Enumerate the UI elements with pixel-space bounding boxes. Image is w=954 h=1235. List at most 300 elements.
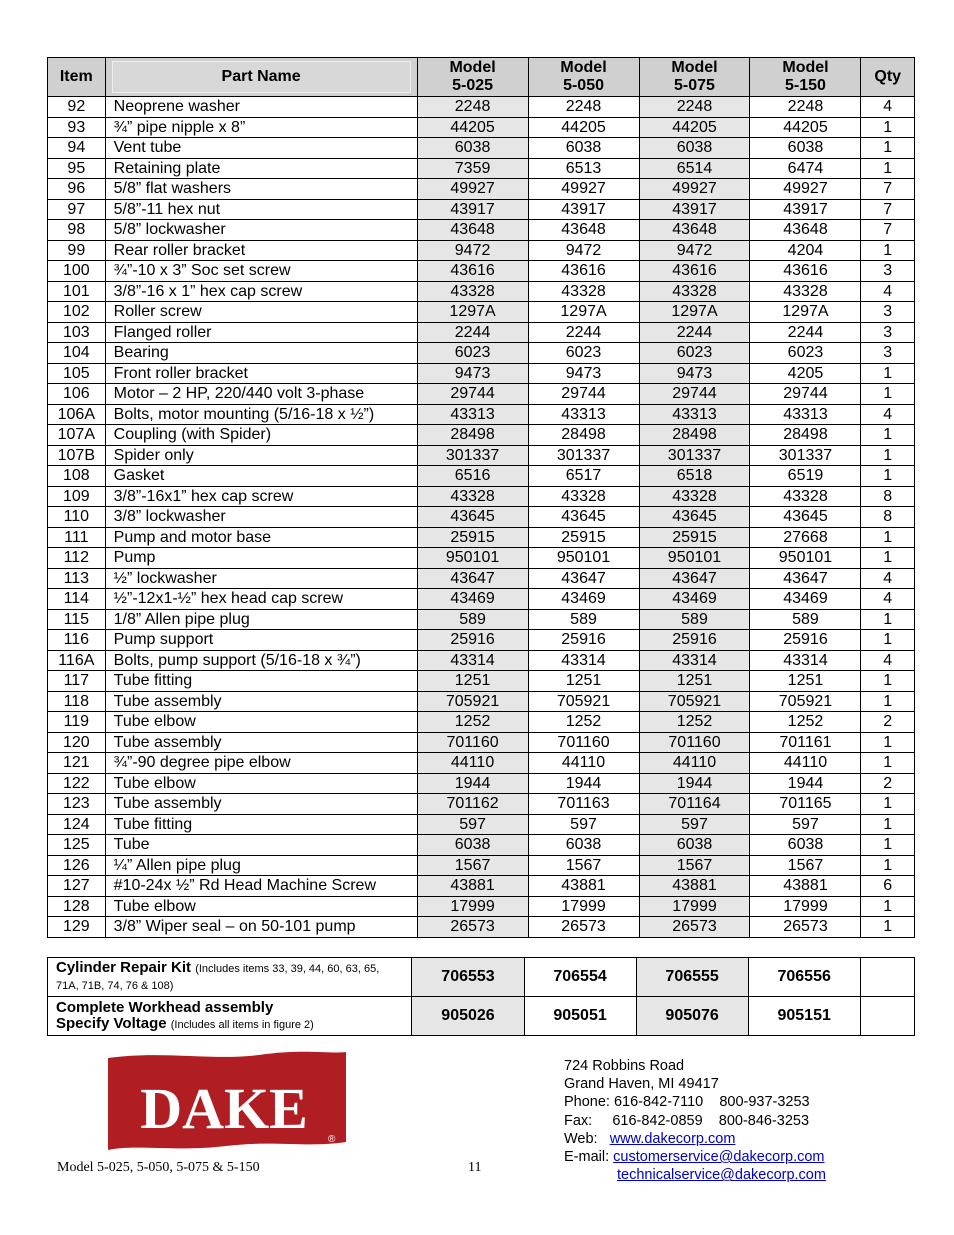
model-5-075-part: 43647	[639, 568, 750, 589]
header-model-number: 5-025	[452, 77, 494, 94]
item-number: 129	[48, 917, 106, 938]
part-name: ½”-12x1-½” hex head cap screw	[105, 589, 417, 610]
table-row	[48, 917, 915, 938]
model-5-025-part: 43328	[417, 486, 528, 507]
item-number: 119	[48, 712, 106, 733]
qty: 7	[861, 179, 915, 200]
header-model-5-050	[528, 58, 639, 97]
model-5-025-part: 9472	[417, 240, 528, 261]
item-number: 125	[48, 835, 106, 856]
model-5-075-part: 1252	[639, 712, 750, 733]
address-street: 724 Robbins Road	[564, 1058, 685, 1074]
model-5-150-part: 27668	[750, 527, 861, 548]
model-5-025-part: 43648	[417, 220, 528, 241]
item-number: 120	[48, 732, 106, 753]
kits-table	[47, 957, 915, 1036]
qty: 4	[861, 589, 915, 610]
item-number: 115	[48, 609, 106, 630]
model-5-025-part: 17999	[417, 896, 528, 917]
model-5-050-part: 1251	[528, 671, 639, 692]
item-number: 95	[48, 158, 106, 179]
part-name: Tube elbow	[105, 896, 417, 917]
model-5-025-part: 43647	[417, 568, 528, 589]
model-5-050-part: 950101	[528, 548, 639, 569]
header-item: Item	[48, 58, 106, 97]
qty: 1	[861, 732, 915, 753]
model-5-050-part: 26573	[528, 917, 639, 938]
part-name: Gasket	[105, 466, 417, 487]
model-5-050-part: 1297A	[528, 302, 639, 323]
qty: 7	[861, 199, 915, 220]
model-5-050-part: 597	[528, 814, 639, 835]
model-5-150-part: 43917	[750, 199, 861, 220]
parts-table	[47, 57, 915, 938]
model-5-075-part: 26573	[639, 917, 750, 938]
model-5-075-part: 589	[639, 609, 750, 630]
model-5-150-part: 43616	[750, 261, 861, 282]
model-5-150-part: 17999	[750, 896, 861, 917]
model-5-050-part: 701160	[528, 732, 639, 753]
item-number: 101	[48, 281, 106, 302]
model-5-050-part: 2248	[528, 97, 639, 118]
table-row	[48, 527, 915, 548]
model-5-150-part: 4204	[750, 240, 861, 261]
part-name: Bolts, pump support (5/16-18 x ¾”)	[105, 650, 417, 671]
item-number: 113	[48, 568, 106, 589]
logo-text: DAKE	[140, 1076, 308, 1141]
item-number: 112	[48, 548, 106, 569]
item-number: 105	[48, 363, 106, 384]
kit-part-number: 706554	[524, 958, 636, 997]
qty: 8	[861, 507, 915, 528]
web-link[interactable]: www.dakecorp.com	[609, 1130, 736, 1147]
header-model-number: 5-050	[563, 77, 604, 94]
cylinder-repair-kit-note: (Includes items 33, 39, 44, 60, 63, 65, 71A, 71B, 74, 76 & 108)	[56, 963, 380, 992]
model-5-050-part: 6513	[528, 158, 639, 179]
model-5-025-part: 43313	[417, 404, 528, 425]
model-5-050-part: 44205	[528, 117, 639, 138]
model-5-050-part: 43328	[528, 486, 639, 507]
part-name: #10-24x ½” Rd Head Machine Screw	[105, 876, 417, 897]
model-5-050-part: 43648	[528, 220, 639, 241]
model-5-150-part: 4205	[750, 363, 861, 384]
item-number: 107A	[48, 425, 106, 446]
table-row	[48, 363, 915, 384]
model-5-150-part: 25916	[750, 630, 861, 651]
table-row	[48, 240, 915, 261]
model-5-025-part: 26573	[417, 917, 528, 938]
qty: 1	[861, 917, 915, 938]
qty: 4	[861, 404, 915, 425]
table-row	[48, 425, 915, 446]
part-name: Pump and motor base	[105, 527, 417, 548]
model-5-150-part: 1251	[750, 671, 861, 692]
model-5-050-part: 6517	[528, 466, 639, 487]
model-5-025-part: 1297A	[417, 302, 528, 323]
part-name: ¾” pipe nipple x 8”	[105, 117, 417, 138]
model-5-150-part: 43647	[750, 568, 861, 589]
model-5-150-part: 28498	[750, 425, 861, 446]
model-5-050-part: 1944	[528, 773, 639, 794]
model-5-075-part: 597	[639, 814, 750, 835]
qty: 1	[861, 794, 915, 815]
table-row	[48, 876, 915, 897]
model-5-025-part: 1252	[417, 712, 528, 733]
kit-part-number: 905151	[748, 997, 860, 1036]
model-5-075-part: 25916	[639, 630, 750, 651]
qty: 4	[861, 281, 915, 302]
qty: 1	[861, 753, 915, 774]
cylinder-repair-kit-title: Cylinder Repair Kit	[56, 959, 192, 976]
model-5-050-part: 43917	[528, 199, 639, 220]
qty: 1	[861, 814, 915, 835]
qty: 1	[861, 117, 915, 138]
part-name: 5/8” lockwasher	[105, 220, 417, 241]
address-phone: Phone: 616-842-7110 800-937-3253	[564, 1094, 810, 1111]
model-5-075-part: 705921	[639, 691, 750, 712]
table-row	[48, 343, 915, 364]
header-qty: Qty	[861, 58, 915, 97]
item-number: 127	[48, 876, 106, 897]
workhead-assembly-voltage: Specify Voltage	[56, 1014, 167, 1032]
part-name: ¾”-10 x 3” Soc set screw	[105, 261, 417, 282]
model-5-050-part: 49927	[528, 179, 639, 200]
kit-part-number: 905051	[524, 997, 636, 1036]
model-5-025-part: 28498	[417, 425, 528, 446]
table-row	[48, 179, 915, 200]
qty: 1	[861, 835, 915, 856]
kit-part-number: 905026	[412, 997, 524, 1036]
model-5-050-part: 43314	[528, 650, 639, 671]
parts-table-body	[48, 97, 915, 938]
part-name: ¼” Allen pipe plug	[105, 855, 417, 876]
kit-part-number: 706556	[748, 958, 860, 997]
part-name: Bearing	[105, 343, 417, 364]
cylinder-repair-kit-desc	[48, 958, 412, 997]
table-row	[48, 855, 915, 876]
model-5-150-part: 701161	[750, 732, 861, 753]
header-model-label: Model	[560, 59, 607, 76]
model-5-025-part: 6038	[417, 138, 528, 159]
part-name: 3/8”-16 x 1” hex cap screw	[105, 281, 417, 302]
workhead-assembly-row	[48, 997, 915, 1036]
model-5-150-part: 43469	[750, 589, 861, 610]
model-5-025-part: 44205	[417, 117, 528, 138]
model-5-050-part: 43313	[528, 404, 639, 425]
model-5-025-part: 701162	[417, 794, 528, 815]
part-name: Tube	[105, 835, 417, 856]
table-header-row	[48, 58, 915, 97]
part-name: Motor – 2 HP, 220/440 volt 3-phase	[105, 384, 417, 405]
model-5-050-part: 1252	[528, 712, 639, 733]
table-row	[48, 732, 915, 753]
item-number: 107B	[48, 445, 106, 466]
item-number: 117	[48, 671, 106, 692]
table-row	[48, 589, 915, 610]
item-number: 118	[48, 691, 106, 712]
address-email-2	[564, 1166, 826, 1184]
table-row	[48, 650, 915, 671]
model-5-150-part: 950101	[750, 548, 861, 569]
header-part-name-label: Part Name	[112, 61, 411, 93]
table-row	[48, 199, 915, 220]
part-name: 1/8” Allen pipe plug	[105, 609, 417, 630]
model-5-150-part: 1252	[750, 712, 861, 733]
model-5-025-part: 1567	[417, 855, 528, 876]
model-5-025-part: 29744	[417, 384, 528, 405]
model-5-050-part: 44110	[528, 753, 639, 774]
model-5-050-part: 43616	[528, 261, 639, 282]
model-5-025-part: 43917	[417, 199, 528, 220]
model-5-075-part: 44205	[639, 117, 750, 138]
item-number: 114	[48, 589, 106, 610]
model-5-025-part: 7359	[417, 158, 528, 179]
model-5-025-part: 301337	[417, 445, 528, 466]
model-5-075-part: 701160	[639, 732, 750, 753]
model-5-025-part: 2248	[417, 97, 528, 118]
model-5-150-part: 29744	[750, 384, 861, 405]
part-name: Tube assembly	[105, 732, 417, 753]
item-number: 97	[48, 199, 106, 220]
item-number: 116	[48, 630, 106, 651]
table-row	[48, 97, 915, 118]
qty: 1	[861, 363, 915, 384]
table-row	[48, 158, 915, 179]
model-5-150-part: 1297A	[750, 302, 861, 323]
model-5-075-part: 29744	[639, 384, 750, 405]
header-model-number: 5-150	[785, 77, 826, 94]
header-model-5-150	[750, 58, 861, 97]
part-name: Tube assembly	[105, 691, 417, 712]
table-row	[48, 609, 915, 630]
model-5-025-part: 589	[417, 609, 528, 630]
model-5-025-part: 43616	[417, 261, 528, 282]
part-name: Front roller bracket	[105, 363, 417, 384]
model-5-025-part: 1944	[417, 773, 528, 794]
model-5-025-part: 6038	[417, 835, 528, 856]
model-5-050-part: 1567	[528, 855, 639, 876]
model-5-050-part: 28498	[528, 425, 639, 446]
model-5-025-part: 44110	[417, 753, 528, 774]
qty: 4	[861, 650, 915, 671]
model-5-075-part: 28498	[639, 425, 750, 446]
model-5-150-part: 589	[750, 609, 861, 630]
part-name: Coupling (with Spider)	[105, 425, 417, 446]
email-customer-link[interactable]: customerservice@dakecorp.com	[613, 1149, 825, 1166]
model-5-075-part: 6023	[639, 343, 750, 364]
kit-part-number: 706553	[412, 958, 524, 997]
item-number: 110	[48, 507, 106, 528]
part-name: Tube fitting	[105, 814, 417, 835]
part-name: Bolts, motor mounting (5/16-18 x ½”)	[105, 404, 417, 425]
table-row	[48, 773, 915, 794]
address-city: Grand Haven, MI 49417	[564, 1076, 719, 1093]
item-number: 93	[48, 117, 106, 138]
model-5-050-part: 2244	[528, 322, 639, 343]
model-5-075-part: 49927	[639, 179, 750, 200]
model-5-150-part: 597	[750, 814, 861, 835]
model-5-050-part: 589	[528, 609, 639, 630]
model-5-150-part: 26573	[750, 917, 861, 938]
table-row	[48, 712, 915, 733]
qty: 6	[861, 876, 915, 897]
table-row	[48, 814, 915, 835]
table-row	[48, 322, 915, 343]
model-5-150-part: 705921	[750, 691, 861, 712]
model-5-150-part: 44110	[750, 753, 861, 774]
dake-logo	[106, 1050, 348, 1152]
table-row	[48, 117, 915, 138]
model-5-150-part: 49927	[750, 179, 861, 200]
qty: 1	[861, 425, 915, 446]
table-row	[48, 404, 915, 425]
model-5-025-part: 6023	[417, 343, 528, 364]
model-5-050-part: 9473	[528, 363, 639, 384]
model-5-075-part: 6038	[639, 138, 750, 159]
model-5-150-part: 2248	[750, 97, 861, 118]
model-5-025-part: 49927	[417, 179, 528, 200]
part-name: 3/8” lockwasher	[105, 507, 417, 528]
model-5-075-part: 1944	[639, 773, 750, 794]
part-name: Tube elbow	[105, 773, 417, 794]
model-5-075-part: 2248	[639, 97, 750, 118]
model-5-075-part: 17999	[639, 896, 750, 917]
part-name: Tube fitting	[105, 671, 417, 692]
header-model-number: 5-075	[674, 77, 715, 94]
part-name: Neoprene washer	[105, 97, 417, 118]
model-5-025-part: 25915	[417, 527, 528, 548]
address-web	[564, 1130, 826, 1148]
model-5-025-part: 2244	[417, 322, 528, 343]
table-row	[48, 753, 915, 774]
header-model-label: Model	[782, 59, 829, 76]
table-row	[48, 568, 915, 589]
qty: 2	[861, 773, 915, 794]
qty: 1	[861, 240, 915, 261]
part-name: Tube elbow	[105, 712, 417, 733]
item-number: 94	[48, 138, 106, 159]
model-5-150-part: 43314	[750, 650, 861, 671]
model-5-025-part: 6516	[417, 466, 528, 487]
model-5-150-part: 6038	[750, 138, 861, 159]
model-5-025-part: 9473	[417, 363, 528, 384]
part-name: Flanged roller	[105, 322, 417, 343]
table-row	[48, 507, 915, 528]
item-number: 100	[48, 261, 106, 282]
model-5-150-part: 6023	[750, 343, 861, 364]
model-5-150-part: 6519	[750, 466, 861, 487]
table-row	[48, 220, 915, 241]
item-number: 102	[48, 302, 106, 323]
table-row	[48, 466, 915, 487]
model-5-075-part: 1567	[639, 855, 750, 876]
model-5-150-part: 2244	[750, 322, 861, 343]
item-number: 122	[48, 773, 106, 794]
part-name: Roller screw	[105, 302, 417, 323]
model-5-075-part: 9473	[639, 363, 750, 384]
header-model-label: Model	[449, 59, 496, 76]
model-5-050-part: 43881	[528, 876, 639, 897]
model-5-150-part: 1567	[750, 855, 861, 876]
model-5-050-part: 43469	[528, 589, 639, 610]
table-row	[48, 445, 915, 466]
qty: 1	[861, 855, 915, 876]
email-technical-link[interactable]: technicalservice@dakecorp.com	[617, 1167, 826, 1184]
model-5-075-part: 1297A	[639, 302, 750, 323]
qty: 3	[861, 322, 915, 343]
model-5-050-part: 43647	[528, 568, 639, 589]
part-name: ¾”-90 degree pipe elbow	[105, 753, 417, 774]
email-label: E-mail:	[564, 1149, 610, 1166]
model-5-050-part: 705921	[528, 691, 639, 712]
model-5-075-part: 2244	[639, 322, 750, 343]
qty: 1	[861, 527, 915, 548]
qty: 4	[861, 97, 915, 118]
qty: 1	[861, 158, 915, 179]
model-5-075-part: 43328	[639, 486, 750, 507]
model-5-075-part: 43616	[639, 261, 750, 282]
table-row	[48, 630, 915, 651]
model-5-025-part: 705921	[417, 691, 528, 712]
part-name: Spider only	[105, 445, 417, 466]
model-5-050-part: 29744	[528, 384, 639, 405]
table-row	[48, 896, 915, 917]
model-5-150-part: 43328	[750, 486, 861, 507]
model-5-075-part: 43328	[639, 281, 750, 302]
model-5-075-part: 6518	[639, 466, 750, 487]
qty: 1	[861, 896, 915, 917]
model-5-050-part: 6023	[528, 343, 639, 364]
item-number: 106A	[48, 404, 106, 425]
item-number: 99	[48, 240, 106, 261]
table-row	[48, 138, 915, 159]
item-number: 106	[48, 384, 106, 405]
contact-address	[564, 1057, 826, 1184]
footer-models: Model 5-025, 5-050, 5-075 & 5-150	[57, 1160, 260, 1175]
model-5-075-part: 43917	[639, 199, 750, 220]
kit-qty-cell	[860, 997, 914, 1036]
header-model-5-075	[639, 58, 750, 97]
model-5-075-part: 6038	[639, 835, 750, 856]
part-name: 5/8” flat washers	[105, 179, 417, 200]
table-row	[48, 281, 915, 302]
model-5-050-part: 6038	[528, 138, 639, 159]
model-5-025-part: 43881	[417, 876, 528, 897]
model-5-075-part: 301337	[639, 445, 750, 466]
model-5-050-part: 301337	[528, 445, 639, 466]
model-5-150-part: 43645	[750, 507, 861, 528]
model-5-075-part: 1251	[639, 671, 750, 692]
item-number: 108	[48, 466, 106, 487]
qty: 1	[861, 630, 915, 651]
model-5-050-part: 43328	[528, 281, 639, 302]
address-fax: Fax: 616-842-0859 800-846-3253	[564, 1112, 810, 1129]
model-5-050-part: 25915	[528, 527, 639, 548]
model-5-075-part: 9472	[639, 240, 750, 261]
qty: 1	[861, 609, 915, 630]
registered-mark: ®	[328, 1134, 336, 1145]
cylinder-repair-kit-row	[48, 958, 915, 997]
header-part-name	[105, 58, 417, 97]
part-name: Retaining plate	[105, 158, 417, 179]
part-name: Pump support	[105, 630, 417, 651]
model-5-075-part: 43469	[639, 589, 750, 610]
qty: 1	[861, 384, 915, 405]
part-name: 5/8”-11 hex nut	[105, 199, 417, 220]
address-email	[564, 1148, 826, 1166]
model-5-025-part: 701160	[417, 732, 528, 753]
item-number: 124	[48, 814, 106, 835]
